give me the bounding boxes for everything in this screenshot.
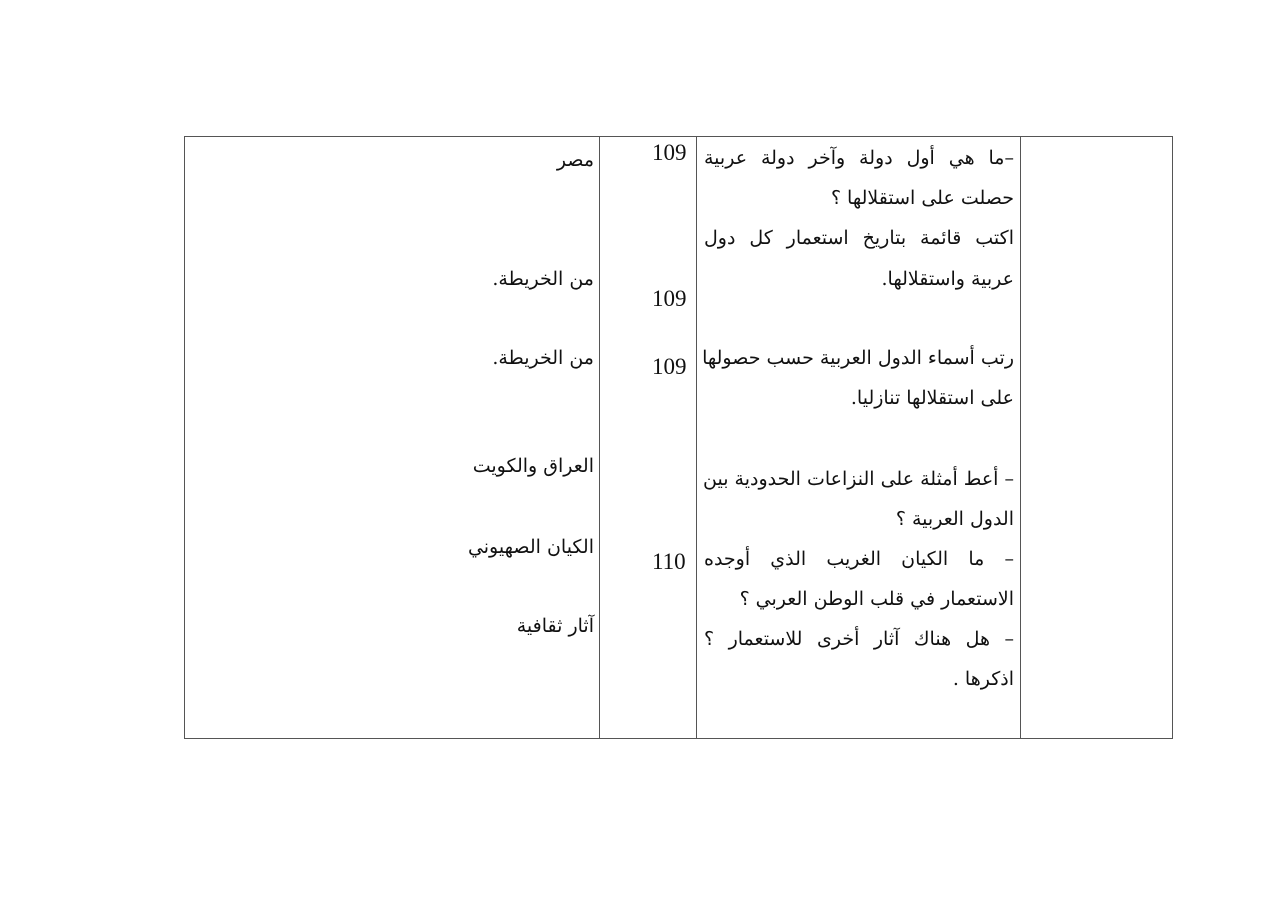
question-6-line-1: – هل هناك آثار أخرى للاستعمار ؟ [704,628,1014,650]
question-4-line-1: – أعط أمثلة على النزاعات الحدودية بين [703,468,1014,490]
column-divider-answers [599,136,600,739]
lesson-table [184,136,1173,739]
question-4-line-2: الدول العربية ؟ [895,508,1014,530]
question-5-line-1: – ما الكيان الغريب الذي أوجده [704,548,1014,570]
answer-3: من الخريطة. [492,347,594,369]
column-divider-pages [696,136,697,739]
answer-2: من الخريطة. [492,268,594,290]
question-1-line-1: –ما هي أول دولة وآخر دولة عربية [704,147,1014,169]
question-5-line-2: الاستعمار في قلب الوطن العربي ؟ [739,588,1014,610]
page-number-3: 109 [652,354,687,379]
question-6-line-2: اذكرها . [952,668,1014,690]
answer-4: العراق والكويت [472,455,594,477]
question-1-line-2: حصلت على استقلالها ؟ [830,187,1014,209]
answer-6: آثار ثقافية [516,615,594,637]
page-number-4: 110 [652,549,686,574]
question-3-line-2: على استقلالها تنازليا. [850,387,1014,409]
column-divider-questions [1020,136,1021,739]
page-number-2: 109 [652,286,687,311]
question-2-line-1: اكتب قائمة بتاريخ استعمار كل دول [704,227,1014,249]
page-number-1: 109 [652,140,687,165]
question-3-line-1: رتب أسماء الدول العربية حسب حصولها [702,347,1014,369]
question-2-line-2: عربية واستقلالها. [881,268,1014,290]
answer-5: الكيان الصهيوني [467,536,594,558]
answer-1: مصر [556,149,594,171]
